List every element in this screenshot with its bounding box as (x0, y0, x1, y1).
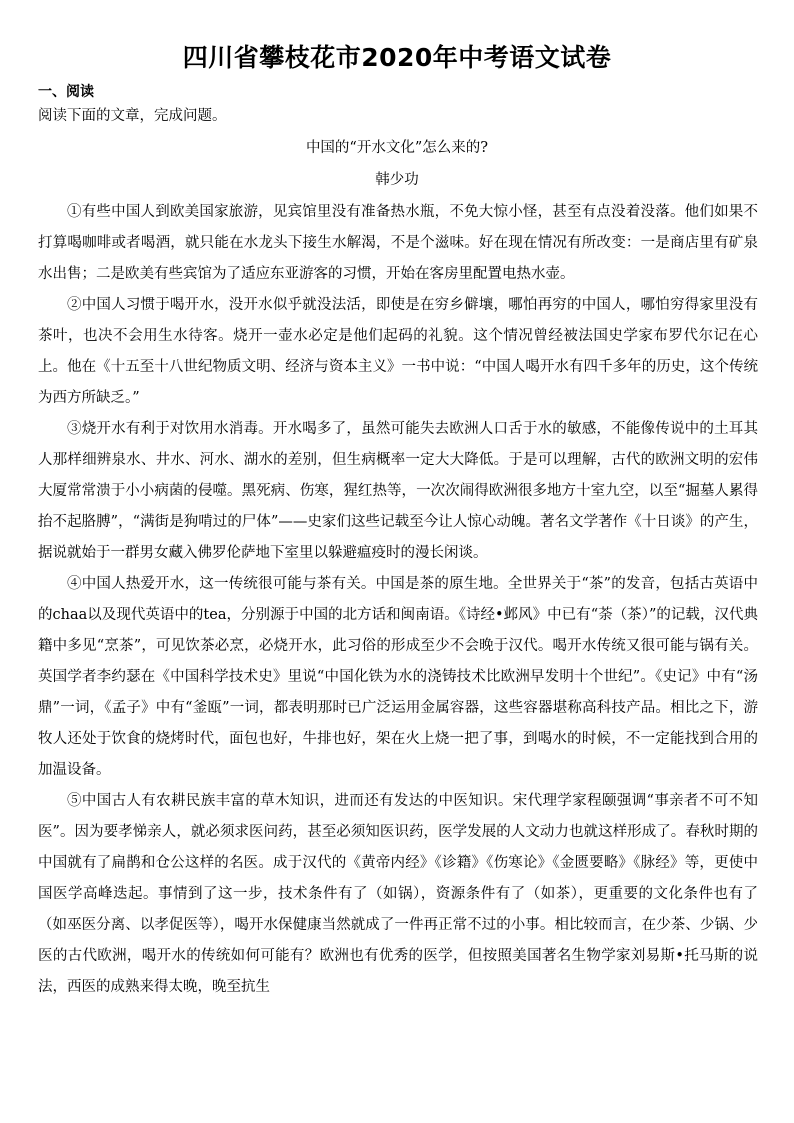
paragraph-3: ③烧开水有利于对饮用水消毒。开水喝多了，虽然可能失去欧洲人口舌于水的敏感，不能像传说中的土耳其人那样细辨泉水、井水、河水、湖水的差别，但生病概率一定大大降低。于是可以理解，古代的欧洲文明的宏伟大厦常常溃于小小病菌的侵噬。黑死病、伤寒，猩红热等，一次次闹得欧洲很多地方十室九空，以至“掘墓人累得抬不起胳膊”，“满街是狗啃过的尸体”——史家们这些记载至今让人惊心动魄。著名文学著作《十日谈》的产生，据说就始于一群男女藏入佛罗伦萨地下室里以躲避瘟疫时的漫长闲谈。 (38, 421, 758, 561)
exam-title: 四川省攀枝花市2020年中考语文试卷 (182, 43, 612, 72)
paragraph-2: ②中国人习惯于喝开水，没开水似乎就没法活，即使是在穷乡僻壤，哪怕再穷的中国人，哪怕穷得家里没有茶叶，也决不会用生水待客。烧开一壶水必定是他们起码的礼貌。这个情况曾经被法国史学家布罗代尔记在心上。他在《十五至十八世纪物质文明、经济与资本主义》一书中说：“中国人喝开水有四千多年的历史，这个传统为西方所缺乏。” (38, 297, 758, 406)
section-heading: 一、阅读 (38, 84, 94, 100)
paragraph-1: ①有些中国人到欧美国家旅游，见宾馆里没有准备热水瓶，不免大惊小怪，甚至有点没着没落。他们如果不打算喝咖啡或者喝酒，就只能在水龙头下接生水解渴，不是个滋味。好在现在情况有所改变：一是商店里有矿泉水出售；二是欧美有些宾馆为了适应东亚游客的习惯，开始在客房里配置电热水壶。 (38, 204, 758, 282)
paragraph-5: ⑤中国古人有农耕民族丰富的草木知识，进而还有发达的中医知识。宋代理学家程颐强调“事亲者不可不知医”。因为要孝悌亲人，就必须求医问药，甚至必须知医识药，医学发展的人文动力也就这样形成了。春秋时期的中国就有了扁鹊和仓公这样的名医。成于汉代的《黄帝内经》《诊籍》《伤寒论》《金匮要略》《脉经》等，更使中国医学高峰迭起。事情到了这一步，技术条件有了（如锅），资源条件有了（如茶），更重要的文化条件也有了（如巫医分离、以孝促医等），喝开水保健康当然就成了一件再正常不过的小事。相比较而言，在少茶、少锅、少医的古代欧洲，喝开水的传统如何可能有？欧洲也有优秀的医学，但按照美国著名生物学家刘易斯•托马斯的说法，西医的成熟来得太晚，晚至抗生 (38, 793, 758, 995)
article-title: 中国的“开水文化”怎么来的? (305, 140, 489, 156)
paragraph-4: ④中国人热爱开水，这一传统很可能与茶有关。中国是茶的原生地。全世界关于“茶”的发音，包括古英语中的chaa以及现代英语中的tea，分别源于中国的北方话和闽南语。《诗经•邺风》中已有“荼（茶）”的记载，汉代典籍中多见“烹茶”，可见饮茶必烹，必烧开水，此习俗的形成至少不会晚于汉代。喝开水传统又很可能与锅有关。英国学者李约瑟在《中国科学技术史》里说“中国化铁为水的浇铸技术比欧洲早发明十个世纪”。《史记》中有“汤鼎”一词，《孟子》中有“釜瓯”一词，都表明那时已广泛运用金属容器，这些容器堪称高科技产品。相比之下，游牧人还处于饮食的烧烤时代，面包也好，牛排也好，架在火上烧一把了事，到喝水的时候，不一定能找到合用的加温设备。 (38, 576, 758, 778)
article-body (38, 197, 758, 1003)
article-author: 韩少功 (375, 172, 419, 188)
instruction-text: 阅读下面的文章，完成问题。 (38, 108, 227, 124)
